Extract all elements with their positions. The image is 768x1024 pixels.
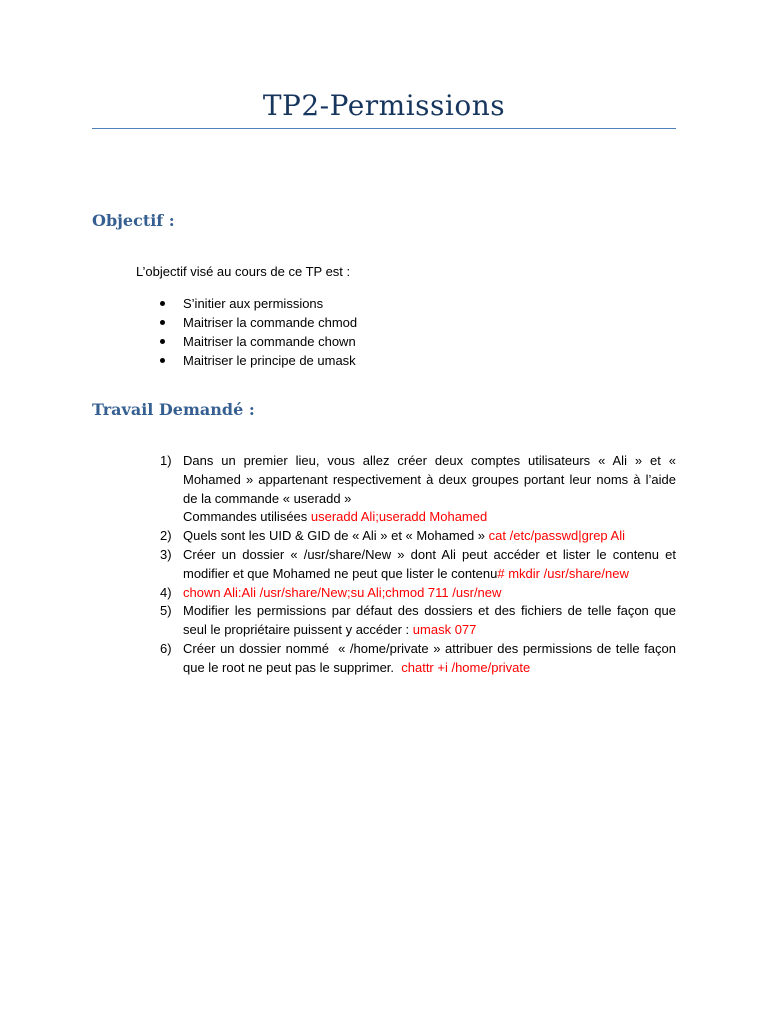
task-item-2	[160, 527, 676, 546]
task-text: Modifier les permissions par défaut des dossiers et des fichiers de telle façon que seul le propriétaire puissent y accéder :	[183, 603, 676, 638]
bullet-icon	[160, 358, 165, 363]
objectif-bullet-list	[160, 294, 357, 370]
task-number: 1)	[160, 453, 172, 468]
task-answer: # mkdir /usr/share/new	[497, 565, 629, 581]
task-text: Quels sont les UID & GID de « Ali » et « Mohamed »	[183, 528, 489, 544]
bullet-icon	[160, 301, 165, 306]
task-item-6	[160, 640, 680, 678]
bullet-text: S’initier aux permissions	[183, 296, 324, 311]
heading-objectif: Objectif :	[92, 211, 175, 230]
bullet-item	[160, 332, 357, 351]
task-commands-label: Commandes utilisées	[183, 509, 311, 525]
task-number: 5)	[160, 603, 172, 619]
task-answer: umask 077	[412, 622, 477, 638]
task-item-1	[160, 452, 676, 527]
task-number: 2)	[160, 528, 172, 544]
task-text: Créer un dossier « /usr/share/New » dont Ali peut accéder et lister le contenu et modifier et que Mohamed ne peut que lister le contenu	[183, 546, 676, 581]
bullet-text: Maitriser le principe de umask	[183, 353, 356, 368]
task-answer: useradd Ali;useradd Mohamed	[310, 509, 488, 525]
bullet-text: Maitriser la commande chmod	[183, 315, 358, 330]
task-text: Créer un dossier nommé « /home/private » attribuer des permissions de telle façon que le root ne peut pas le supprimer.	[183, 640, 680, 675]
bullet-icon	[160, 339, 165, 344]
bullet-item	[160, 351, 357, 370]
task-item-4	[160, 584, 676, 603]
task-answer: chattr +i /home/private	[401, 659, 531, 675]
task-item-5	[160, 602, 676, 640]
task-number: 6)	[160, 640, 172, 656]
objectif-intro: L’objectif visé au cours de ce TP est :	[136, 264, 351, 279]
task-text: Dans un premier lieu, vous allez créer deux comptes utilisateurs « Ali » et « Mohamed » appartenant respectivement à deux groupes portant leur noms à l’aide de la commande « useradd »	[183, 453, 676, 506]
task-answer: chown Ali:Ali /usr/share/New;su Ali;chmod 711 /usr/new	[183, 584, 502, 600]
heading-travail-demande: Travail Demandé :	[92, 400, 255, 419]
task-answer: cat /etc/passwd|grep Ali	[488, 528, 625, 544]
task-number: 4)	[160, 584, 172, 600]
task-number: 3)	[160, 546, 172, 562]
bullet-icon	[160, 320, 165, 325]
bullet-text: Maitriser la commande chown	[183, 334, 356, 349]
bullet-item	[160, 294, 357, 313]
bullet-item	[160, 313, 357, 332]
task-list	[160, 452, 680, 678]
title-underline	[92, 128, 676, 129]
task-item-3	[160, 546, 676, 584]
document-title: TP2-Permissions	[262, 89, 506, 122]
